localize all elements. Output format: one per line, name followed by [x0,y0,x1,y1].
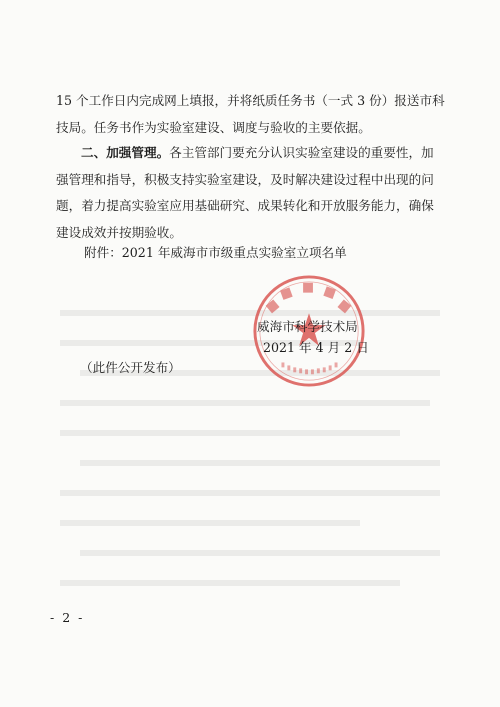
issue-date: 2021 年 4 月 2 日 [263,340,369,355]
section-body: 各主管部门要充分认识实验室建设的重要性，加强管理和指导，积极支持实验室建设，及时解决建设过程中出现的问题，着力提高实验室应用基础研究、成果转化和开放服务能力，确保建设成效并按期验收。 [56,145,434,240]
issuer-name: 威海市科学技术局 [257,319,358,334]
section-heading: 二、加强管理。 [81,145,170,160]
paragraph-2 [56,140,446,246]
attachment-line: 附件：2021 年威海市市级重点实验室立项名单 [84,245,347,260]
paragraph-1: 15 个工作日内完成网上填报，并将纸质任务书（一式 3 份）报送市科技局。任务书作为实验室建设、调度与验收的主要依据。 [56,93,445,135]
page-number: - 2 - [50,610,85,625]
public-release-note: （此件公开发布） [80,360,181,375]
